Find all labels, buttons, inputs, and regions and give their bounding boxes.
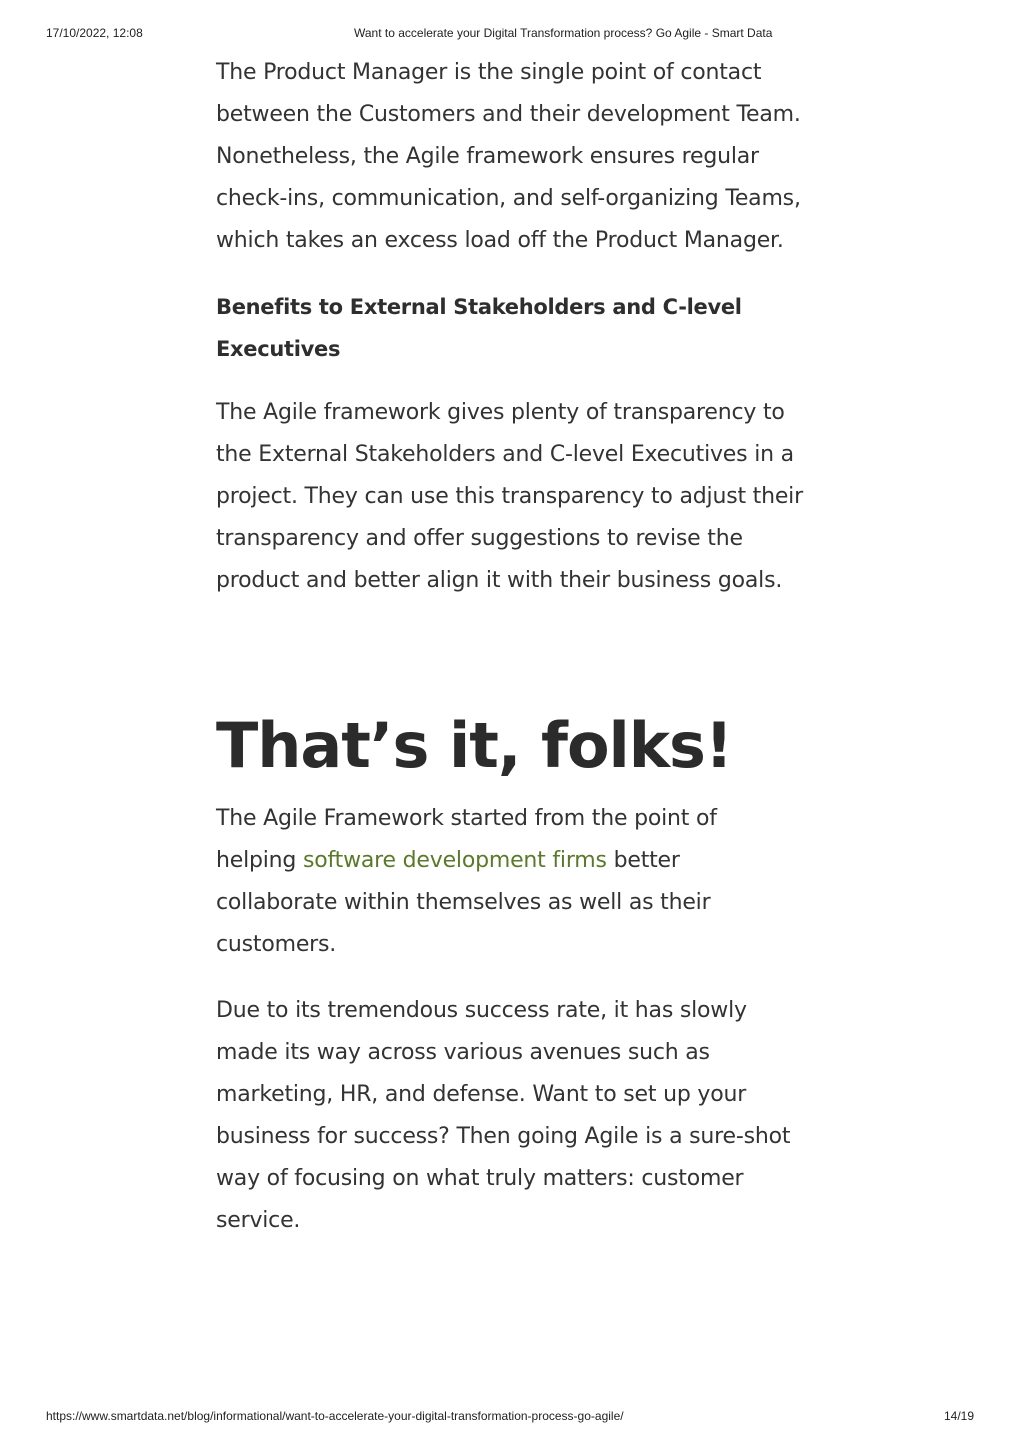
article-body (216, 52, 816, 1242)
print-datetime: 17/10/2022, 12:08 (46, 26, 143, 40)
print-header (0, 26, 1024, 42)
paragraph-benefits: The Agile framework gives plenty of transparency to the External Stakeholders and C-level Executives in a project. They can use this transparency to adjust their transparency and offer suggestions to revise the product and better align it with their business goals. (216, 400, 803, 593)
paragraph-agile-started-text-after: better collaborate within themselves as well as their customers. (216, 848, 711, 957)
print-footer (0, 1409, 1024, 1425)
print-page-title: Want to accelerate your Digital Transformation process? Go Agile - Smart Data (354, 26, 773, 40)
software-development-firms-link[interactable]: software development firms (302, 848, 607, 873)
paragraph-product-manager: The Product Manager is the single point of contact between the Customers and their development Team. Nonetheless, the Agile framework ensures regular check-ins, communication, and self-organizing Teams, which takes an excess load off the Product Manager. (216, 60, 801, 253)
print-page-number: 14/19 (944, 1409, 975, 1423)
heading-benefits: Benefits to External Stakeholders and C-level Executives (216, 295, 742, 361)
heading-thats-it-folks: That’s it, folks! (216, 709, 733, 782)
paragraph-agile-started (216, 798, 776, 966)
paragraph-agile-started-text-before: The Agile Framework started from the point of helping (216, 806, 717, 873)
paragraph-success-rate: Due to its tremendous success rate, it has slowly made its way across various avenues such as marketing, HR, and defense. Want to set up your business for success? Then going Agile is a sure-shot way of focusing on what truly matters: customer service. (216, 998, 791, 1233)
print-url: https://www.smartdata.net/blog/informational/want-to-accelerate-your-digital-transformation-process-go-agile/ (46, 1409, 624, 1423)
